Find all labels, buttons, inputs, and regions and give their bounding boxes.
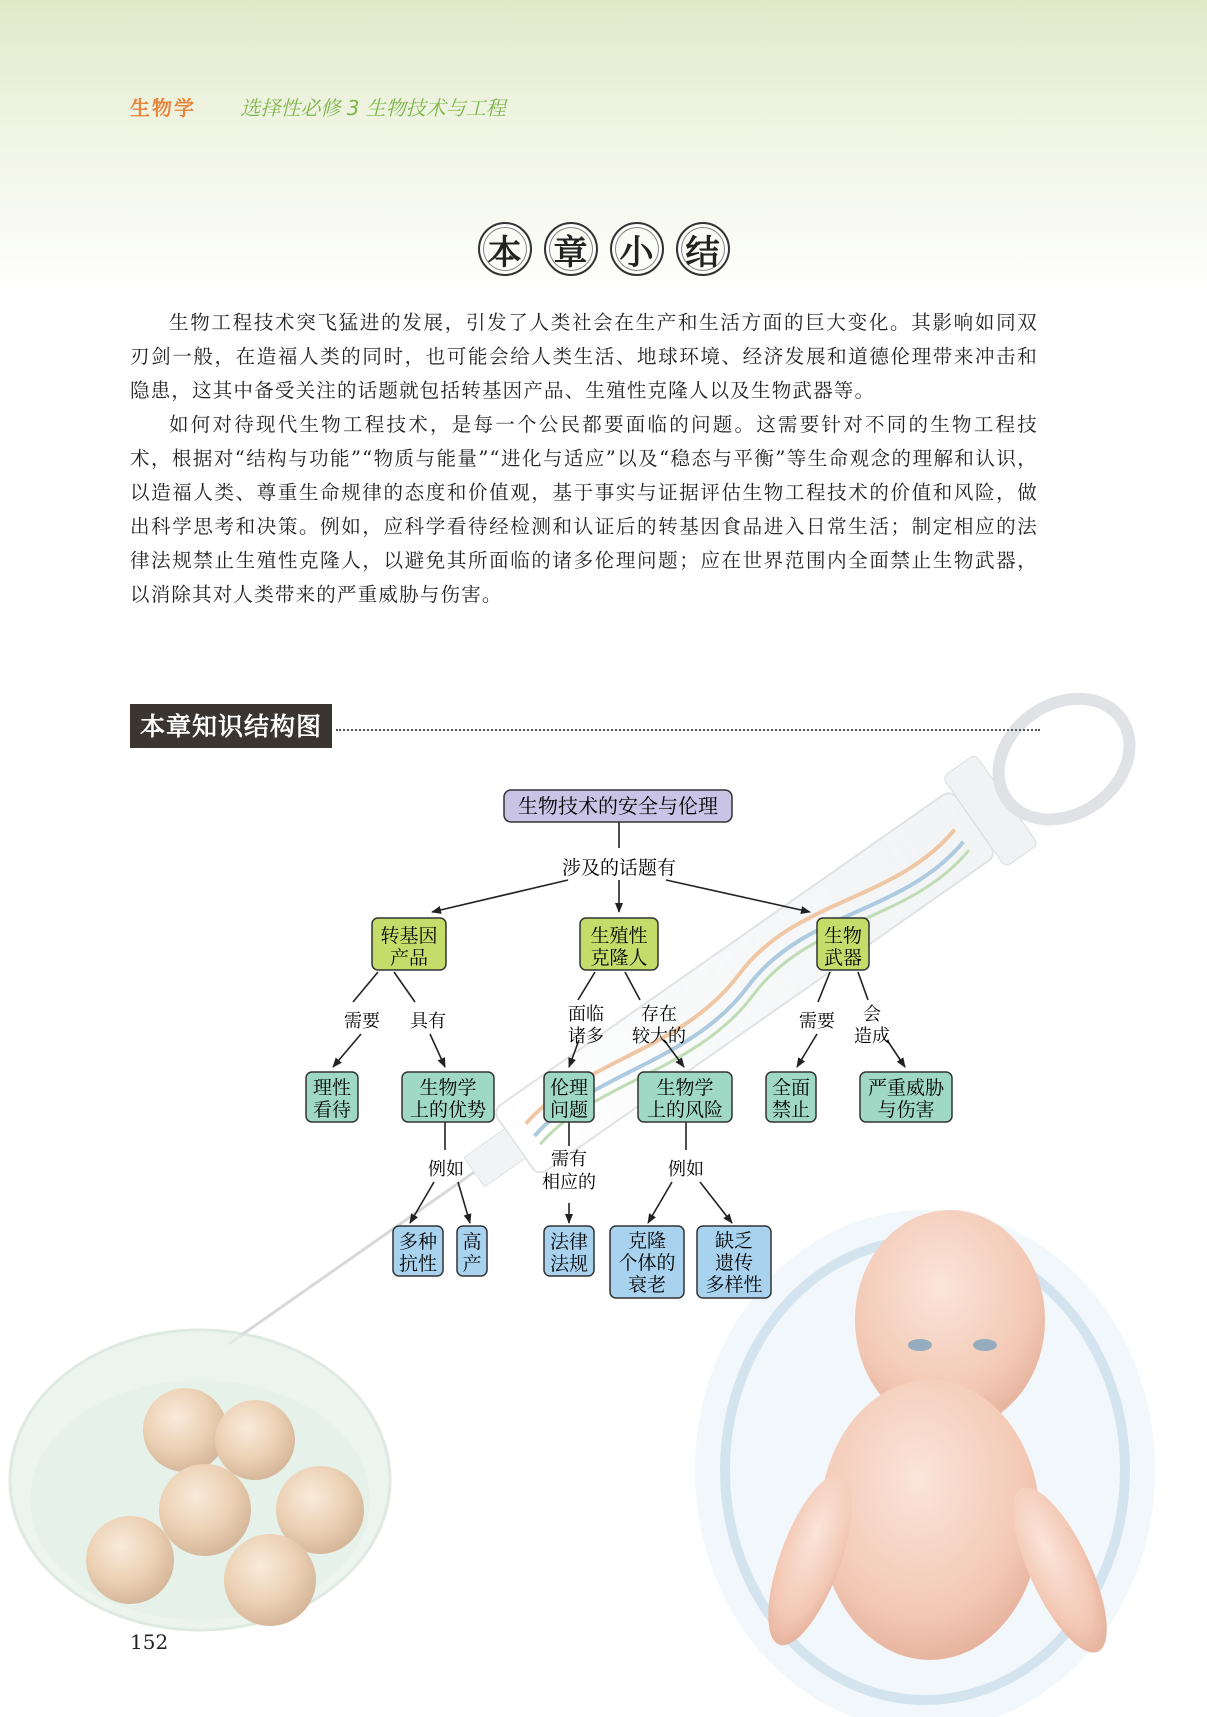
topic-node-gmo (372, 918, 446, 970)
node-risk (638, 1072, 732, 1122)
root-link-label: 涉及的话题有 (561, 857, 677, 879)
header-subject: 生物学 (130, 96, 196, 120)
svg-text:武器: 武器 (823, 947, 863, 969)
chapter-title-char: 小 (610, 222, 664, 276)
svg-text:多种: 多种 (398, 1231, 438, 1253)
svg-text:生物学: 生物学 (419, 1077, 477, 1099)
root-label: 生物技术的安全与伦理 (518, 794, 718, 818)
section-heading-label: 本章知识结构图 (130, 704, 332, 748)
svg-text:例如: 例如 (668, 1159, 704, 1180)
svg-text:产品: 产品 (389, 947, 429, 969)
svg-text:具有: 具有 (410, 1011, 446, 1032)
chapter-title-char: 本 (478, 222, 532, 276)
node-high-yield (457, 1226, 487, 1276)
svg-text:高: 高 (462, 1231, 482, 1253)
svg-text:会: 会 (863, 1004, 881, 1025)
svg-text:看待: 看待 (312, 1099, 352, 1121)
svg-text:转基因: 转基因 (380, 925, 438, 947)
svg-text:诸多: 诸多 (568, 1026, 604, 1047)
svg-text:个体的: 个体的 (618, 1252, 676, 1274)
node-law (544, 1226, 594, 1276)
node-threat (860, 1072, 952, 1122)
topic-node-bioweapons (817, 918, 869, 970)
svg-text:相应的: 相应的 (542, 1172, 596, 1193)
svg-text:法规: 法规 (549, 1253, 589, 1275)
svg-text:面临: 面临 (568, 1004, 604, 1025)
svg-text:存在: 存在 (641, 1004, 677, 1025)
node-ethics (544, 1072, 594, 1122)
svg-text:与伤害: 与伤害 (877, 1099, 935, 1121)
svg-text:抗性: 抗性 (398, 1253, 438, 1275)
chapter-title-char: 结 (676, 222, 730, 276)
header-book-title: 选择性必修 3 生物技术与工程 (240, 96, 506, 120)
summary-paragraph: 如何对待现代生物工程技术，是每一个公民都要面临的问题。这需要针对不同的生物工程技术，根据对“结构与功能”“物质与能量”“进化与适应”以及“稳态与平衡”等生命观念的理解和认识，以造福人类、尊重生命规律的态度和价值观，基于事实与证据评估生物工程技术的价值和风险，做出科学思考和决策。例如，应科学看待经检测和认证后的转基因食品进入日常生活；制定相应的法律法规禁止生殖性克隆人，以避免其所面临的诸多伦理问题；应在世界范围内全面禁止生物武器，以消除其对人类带来的严重威胁与伤害。 (130, 413, 1038, 606)
diagram-root-node (504, 790, 732, 822)
svg-text:理性: 理性 (312, 1077, 352, 1099)
svg-text:需要: 需要 (344, 1011, 380, 1032)
svg-text:缺乏: 缺乏 (714, 1230, 754, 1252)
svg-text:生物学: 生物学 (656, 1077, 714, 1099)
svg-text:法律: 法律 (549, 1231, 589, 1253)
topic-node-cloning (580, 918, 658, 970)
svg-text:全面: 全面 (771, 1077, 811, 1099)
svg-text:造成: 造成 (854, 1026, 890, 1047)
node-resistance (393, 1226, 443, 1276)
svg-text:产: 产 (462, 1253, 482, 1275)
svg-text:衰老: 衰老 (627, 1274, 667, 1296)
svg-text:需要: 需要 (799, 1011, 835, 1032)
svg-text:生物: 生物 (823, 925, 863, 947)
svg-text:问题: 问题 (549, 1099, 589, 1121)
node-rational (306, 1072, 358, 1122)
node-ban (766, 1072, 816, 1122)
svg-text:克隆人: 克隆人 (590, 947, 648, 969)
chapter-title-char: 章 (544, 222, 598, 276)
page-number: 152 (130, 1630, 169, 1654)
svg-text:禁止: 禁止 (771, 1099, 811, 1121)
svg-text:较大的: 较大的 (632, 1026, 686, 1047)
svg-text:生殖性: 生殖性 (590, 925, 648, 947)
svg-text:上的优势: 上的优势 (409, 1099, 487, 1121)
svg-text:例如: 例如 (428, 1159, 464, 1180)
summary-paragraph: 生物工程技术突飞猛进的发展，引发了人类社会在生产和生活方面的巨大变化。其影响如同双刃剑一般，在造福人类的同时，也可能会给人类生活、地球环境、经济发展和道德伦理带来冲击和隐患，这其中备受关注的话题就包括转基因产品、生殖性克隆人以及生物武器等。 (130, 311, 1038, 402)
svg-text:多样性: 多样性 (705, 1274, 763, 1296)
svg-text:克隆: 克隆 (627, 1230, 667, 1252)
node-clone-aging (610, 1226, 684, 1298)
node-advantage (402, 1072, 494, 1122)
svg-text:伦理: 伦理 (549, 1077, 589, 1099)
svg-text:严重威胁: 严重威胁 (867, 1077, 945, 1099)
svg-text:遗传: 遗传 (714, 1252, 754, 1274)
node-genetic-diversity (697, 1226, 771, 1298)
svg-text:需有: 需有 (551, 1149, 587, 1170)
svg-text:上的风险: 上的风险 (646, 1099, 724, 1121)
